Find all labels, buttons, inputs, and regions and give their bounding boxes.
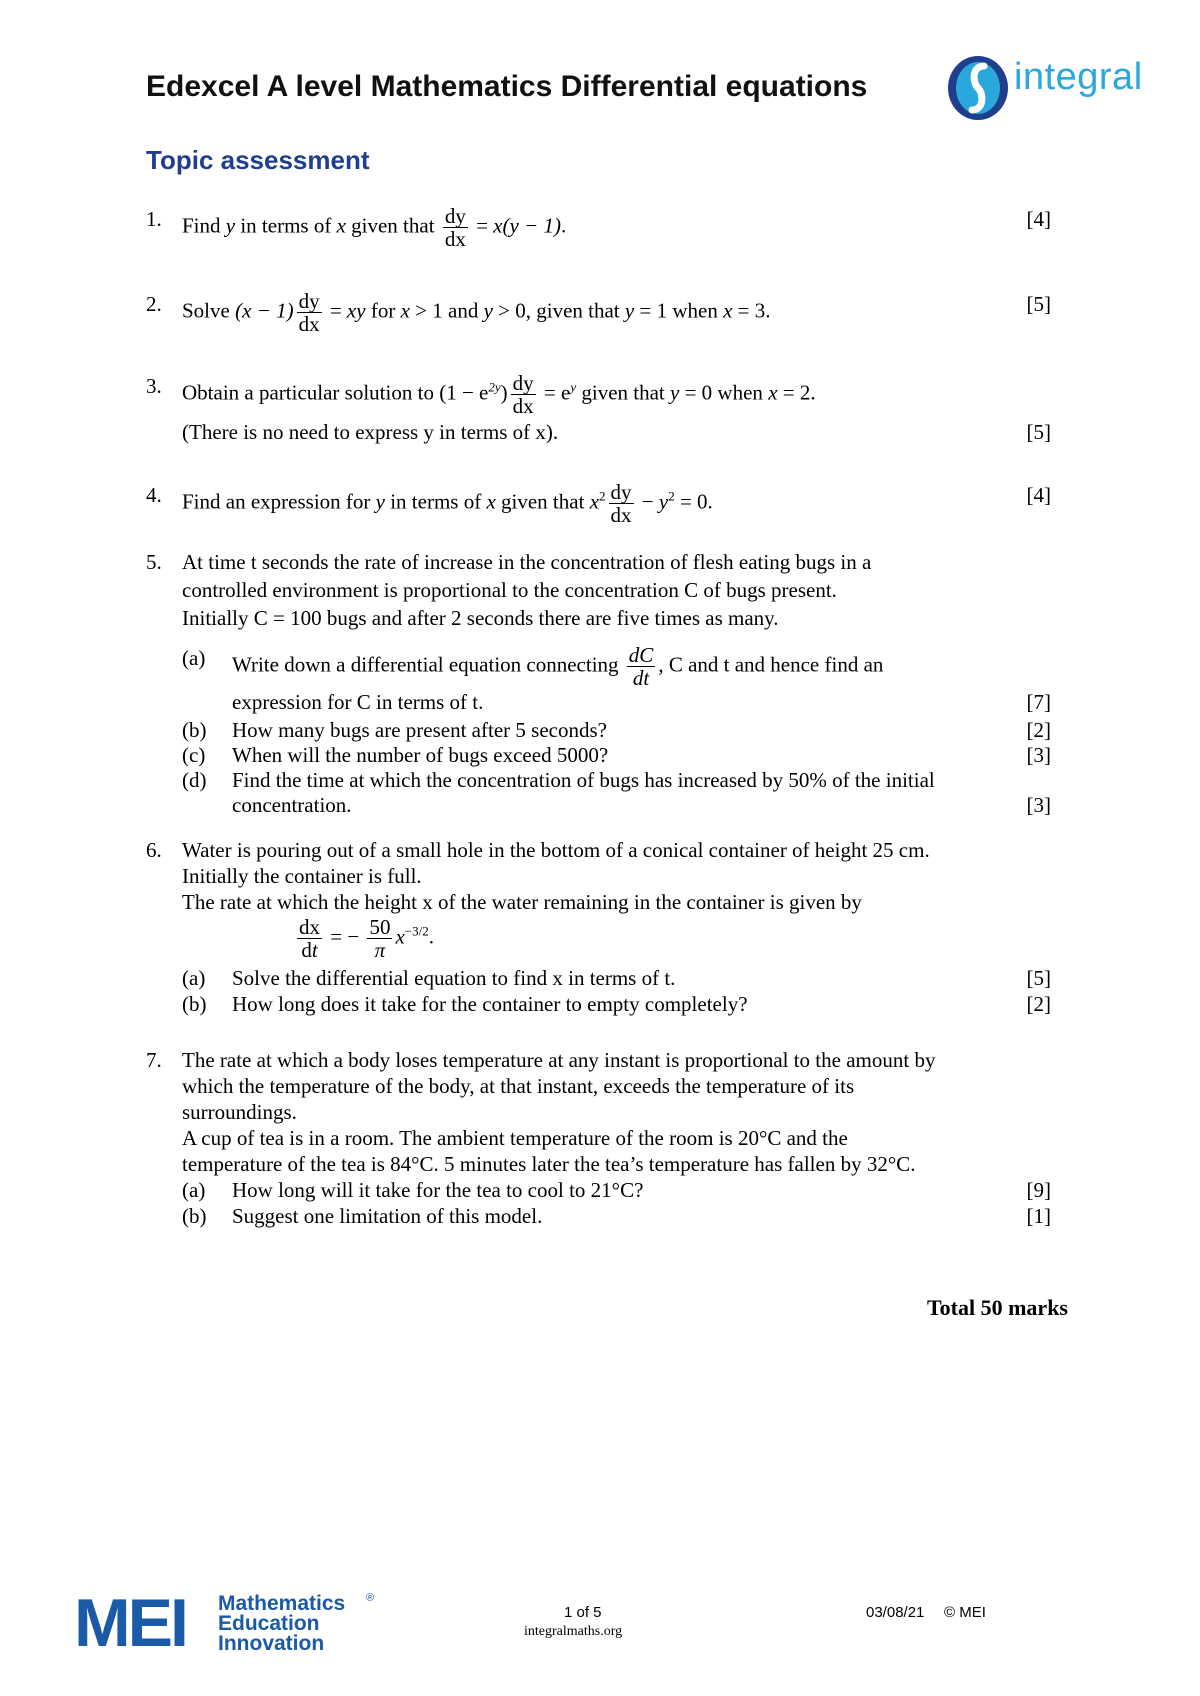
question-7	[146, 1046, 1051, 1230]
question-text-line: temperature of the tea is 84°C. 5 minutes later the tea’s temperature has fallen by 32°C.	[182, 1152, 916, 1176]
part-label: (b)	[182, 718, 207, 742]
marks: [4]	[1026, 207, 1051, 231]
derivative-fraction: $\frac{dy}{dx}$	[298, 289, 320, 336]
question-6	[146, 836, 1051, 1018]
part-text: Find the time at which the concentration of bugs has increased by 50% of the initial	[232, 768, 935, 792]
part-text: Write down a differential equation connecting $\frac{dC}{dt}$ , C and t and hence find an	[232, 643, 884, 690]
part-label: (a)	[182, 1178, 206, 1202]
question-2	[146, 289, 1051, 336]
question-text-line: The rate at which a body loses temperature at any instant is proportional to the amount by	[182, 1048, 936, 1072]
footer-copyright: © MEI	[944, 1604, 986, 1621]
marks: [7]	[1026, 690, 1051, 714]
part-text: How long does it take for the container to empty completely?	[232, 992, 748, 1016]
part-text: When will the number of bugs exceed 5000?	[232, 743, 609, 767]
question-3	[146, 372, 1051, 446]
part-label: (b)	[182, 1204, 207, 1228]
marks: [9]	[1026, 1178, 1051, 1202]
question-text-line: which the temperature of the body, at that instant, exceeds the temperature of its	[182, 1074, 855, 1098]
marks: [2]	[1026, 992, 1051, 1016]
mei-logo	[74, 1585, 394, 1661]
section-heading: Topic assessment	[146, 145, 370, 175]
integral-wordmark: integral	[1014, 56, 1143, 98]
question-text-line: The rate at which the height x of the water remaining in the container is given by	[182, 890, 862, 914]
question-text: Find y in terms of x given that $\frac{dy}{dx}$ = x(y − 1).	[182, 204, 567, 251]
marks: [5]	[1026, 966, 1051, 990]
question-text-line: Initially C = 100 bugs and after 2 seconds there are five times as many.	[182, 606, 779, 630]
total-marks: Total 50 marks	[927, 1295, 1068, 1320]
part-text: Solve the differential equation to find x in terms of t.	[232, 966, 676, 990]
question-text-line: A cup of tea is in a room. The ambient temperature of the room is 20°C and the	[182, 1126, 848, 1150]
part-label: (a)	[182, 646, 206, 670]
question-number: 1.	[146, 207, 162, 231]
question-5	[146, 548, 1051, 819]
question-number: 6.	[146, 838, 162, 862]
question-text: Obtain a particular solution to $(1 - e^{2y})$ $\frac{dy}{dx}$ = $e^y$ given that y = 0 when x = 2.	[182, 371, 816, 418]
question-number: 5.	[146, 550, 162, 574]
question-4	[146, 480, 1051, 527]
question-text: Solve (x − 1) $\frac{dy}{dx}$ = xy for x > 1 and y > 0, given that y = 1 when x = 3.	[182, 289, 771, 336]
question-text: Find an expression for y in terms of x given that $x^2$ $\frac{dy}{dx}$ − $y^2 = 0$.	[182, 480, 713, 527]
footer-date: 03/08/21	[866, 1604, 925, 1621]
derivative-fraction: $\frac{dy}{dx}$	[610, 480, 632, 527]
question-number: 4.	[146, 483, 162, 507]
page-number: 1 of 5	[564, 1604, 602, 1621]
marks: [1]	[1026, 1204, 1051, 1228]
part-label: (c)	[182, 743, 206, 767]
question-1	[146, 204, 1051, 251]
question-text-line: controlled environment is proportional to the concentration C of bugs present.	[182, 578, 837, 602]
question-text-line: At time t seconds the rate of increase in the concentration of flesh eating bugs in a	[182, 550, 872, 574]
part-label: (a)	[182, 966, 206, 990]
question-text-line: Initially the container is full.	[182, 864, 422, 888]
question-number: 7.	[146, 1048, 162, 1072]
question-number: 2.	[146, 292, 162, 316]
marks: [3]	[1026, 793, 1051, 817]
part-text: How many bugs are present after 5 seconds?	[232, 718, 607, 742]
question-text-line: (There is no need to express y in terms of x).	[182, 420, 559, 444]
marks: [3]	[1026, 743, 1051, 767]
derivative-fraction: $\frac{dC}{dt}$	[628, 643, 654, 690]
part-text: How long will it take for the tea to cool to 21°C?	[232, 1178, 644, 1202]
document-title: Edexcel A level Mathematics Differential equations	[146, 70, 868, 103]
part-text-line: concentration.	[232, 793, 352, 817]
part-text: Suggest one limitation of this model.	[232, 1204, 543, 1228]
rate-equation: $\frac{dx}{dt}$ = − $\frac{50}{\pi}$ $x^{-3/2}$.	[299, 915, 434, 962]
part-label: (b)	[182, 992, 207, 1016]
question-text-line: surroundings.	[182, 1100, 297, 1124]
marks: [5]	[1026, 420, 1051, 444]
marks: [5]	[1026, 292, 1051, 316]
question-text-line: Water is pouring out of a small hole in the bottom of a conical container of height 25 cm.	[182, 838, 930, 862]
integral-logo	[944, 52, 1174, 124]
footer-website: integralmaths.org	[524, 1624, 623, 1639]
mei-logo-letters: MEI	[74, 1585, 186, 1661]
part-text-line: expression for C in terms of t.	[232, 690, 484, 714]
marks: [4]	[1026, 483, 1051, 507]
marks: [2]	[1026, 718, 1051, 742]
integral-logo-icon	[944, 52, 1012, 124]
derivative-fraction: $\frac{dy}{dx}$	[512, 371, 534, 418]
question-number: 3.	[146, 374, 162, 398]
part-label: (d)	[182, 768, 207, 792]
mei-logo-words: Mathematics Education Innovation	[218, 1592, 346, 1655]
registered-mark: ®	[366, 1592, 375, 1604]
derivative-fraction: $\frac{dy}{dx}$	[444, 204, 466, 251]
